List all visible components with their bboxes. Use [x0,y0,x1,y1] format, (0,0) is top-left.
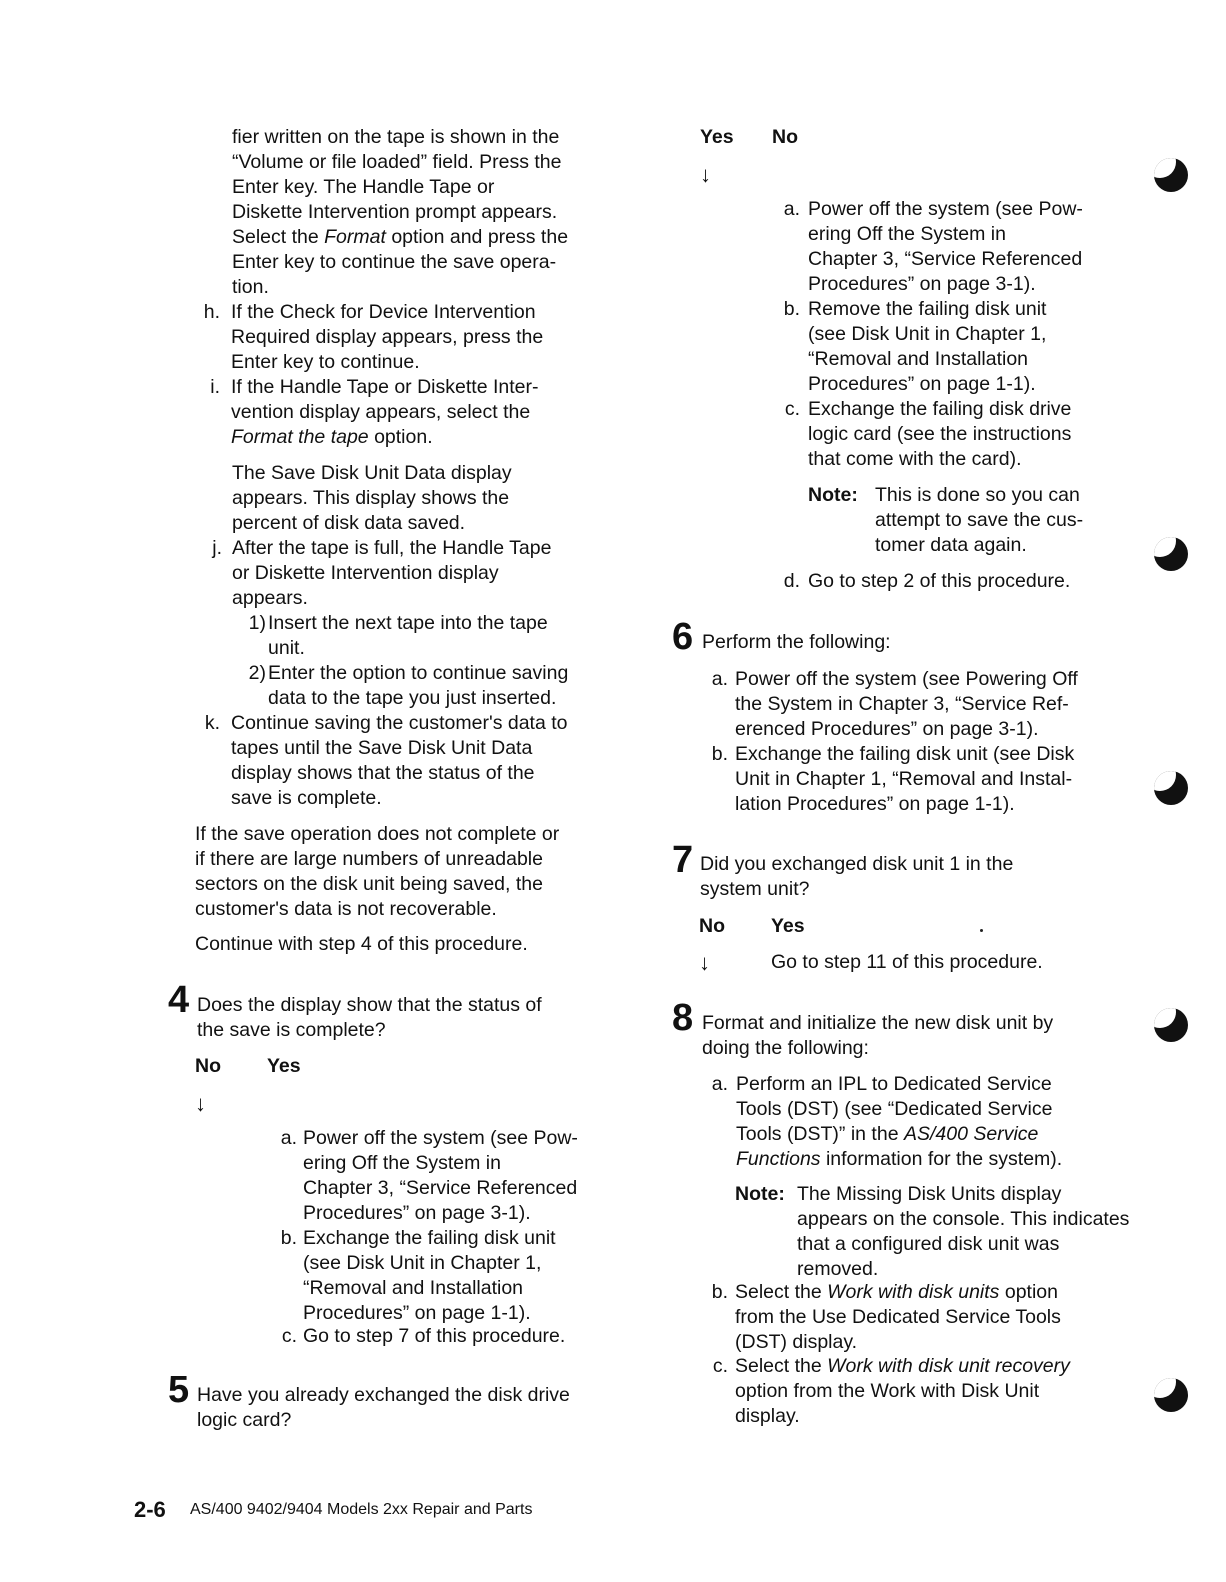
text-line: Tools (DST)” in the AS/400 Service [736,1123,1039,1145]
list-marker-5c: c. [784,398,800,420]
text-line: sectors on the disk unit being saved, the [195,873,543,895]
step7-goto [771,950,1043,975]
text-line: Enter key to continue the save opera- [232,251,557,273]
footer-title: AS/400 9402/9404 Models 2xx Repair and Parts [190,1501,533,1518]
list-marker-j: j. [212,537,222,559]
text-line: Chapter 3, “Service Referenced [303,1177,578,1199]
step4-no-label: No [195,1055,221,1077]
list-marker-8a: a. [711,1073,728,1095]
list-marker-4c: c. [281,1325,297,1347]
emphasis: AS/400 Service [903,1123,1039,1145]
binder-hole-mark [1154,771,1188,805]
step4-item-b [303,1226,556,1326]
text-line: appears. This display shows the [232,487,510,509]
text-line: Chapter 3, “Service Referenced [808,248,1083,270]
text-line: Go to step 2 of this procedure. [808,570,1071,592]
text-line: (DST) display. [735,1331,858,1353]
text-line: If the save operation does not complete or [195,823,560,845]
binder-hole-mark [1154,158,1188,192]
text-line: After the tape is full, the Handle Tape [232,537,552,559]
text-line: percent of disk data saved. [232,512,466,534]
text-line: the save is complete? [197,1019,386,1041]
step6-text [702,630,891,655]
text-line: removed. [797,1258,879,1280]
down-arrow-icon: ↓ [699,950,710,975]
text-line: Did you exchanged disk unit 1 in the [700,853,1014,875]
step-number-7: 7 [672,839,694,881]
text-line: display shows that the status of the [231,762,535,784]
text-line: (see Disk Unit in Chapter 1, [808,323,1047,345]
step4-question [197,993,542,1043]
text-line: Procedures” on page 3-1). [303,1202,531,1224]
text-line: data to the tape you just inserted. [268,687,557,709]
text-line: if there are large numbers of unreadable [195,848,543,870]
text-line: This is done so you can [875,484,1080,506]
list-marker-j1: 1) [248,612,266,634]
step6-item-a [735,667,1078,742]
text-line: The Missing Disk Units display [797,1183,1062,1205]
step-number-4: 4 [168,979,190,1021]
step3-item-j2 [268,661,568,711]
step8-text [702,1011,1053,1061]
text-line: “Volume or file loaded” field. Press the [232,151,562,173]
step4-item-c [303,1324,565,1349]
emphasis: Format the tape [231,426,369,448]
step3-g-continuation [232,125,568,300]
text-line: appears. [232,587,308,609]
text-line: (see Disk Unit in Chapter 1, [303,1252,542,1274]
text-line: tapes until the Save Disk Unit Data [231,737,533,759]
list-marker-4a: a. [280,1127,297,1149]
list-marker-5d: d. [783,570,800,592]
step4-item-a [303,1126,578,1226]
text-line: lation Procedures” on page 1-1). [735,793,1015,815]
text-line: system unit? [700,878,810,900]
text-line: or Diskette Intervention display [232,562,499,584]
step5-no-label: No [772,126,798,148]
text-line: Required display appears, press the [231,326,544,348]
text-line: Exchange the failing disk unit (see Disk [735,743,1075,765]
step3-item-j1 [268,611,548,661]
emphasis: Work with disk units [827,1281,1000,1303]
text-line: option from the Work with Disk Unit [735,1380,1040,1402]
text-line: doing the following: [702,1037,869,1059]
step8-item-c [735,1354,1070,1429]
step3-item-k [231,711,568,811]
text-line: Procedures” on page 1-1). [303,1302,531,1324]
text-line: customer's data is not recoverable. [195,898,497,920]
text-line: Functions information for the system). [736,1148,1063,1170]
text-line: “Removal and Installation [303,1277,524,1299]
text-line: Enter key. The Handle Tape or [232,176,495,198]
text-line: Select the Work with disk unit recovery [735,1355,1070,1377]
text-line: Tools (DST) (see “Dedicated Service [736,1098,1053,1120]
step-number-5: 5 [168,1369,190,1411]
list-marker-8b: b. [711,1281,728,1303]
step5-item-a [808,197,1083,297]
list-marker-6a: a. [711,668,728,690]
text-line: appears on the console. This indicates [797,1208,1130,1230]
step8-note-label: Note: [735,1183,785,1205]
page-number: 2-6 [134,1497,166,1522]
text-line: Format and initialize the new disk unit by [702,1012,1054,1034]
step5-item-c [808,397,1071,472]
text-line: Perform an IPL to Dedicated Service [736,1073,1052,1095]
binder-hole-mark [1154,1378,1188,1412]
text-line: Power off the system (see Pow- [808,198,1083,220]
text-line: The Save Disk Unit Data display [232,462,512,484]
text-line: Does the display show that the status of [197,994,542,1016]
text-line: Exchange the failing disk unit [303,1227,556,1249]
step3-item-i [231,375,538,450]
step7-question [700,852,1013,902]
step6-item-b [735,742,1074,817]
text-line: erenced Procedures” on page 3-1). [735,718,1039,740]
text-line: tomer data again. [875,534,1027,556]
step3-item-h [231,300,543,375]
text-line: Exchange the failing disk drive [808,398,1072,420]
down-arrow-icon: ↓ [700,162,711,187]
list-marker-5b: b. [783,298,800,320]
text-line: logic card (see the instructions [808,423,1072,445]
text-line: Enter key to continue. [231,351,420,373]
text-line: Select the Format option and press the [232,226,569,248]
step3-item-j [232,536,551,611]
text-line: logic card? [197,1409,292,1431]
text-line: Procedures” on page 1-1). [808,373,1036,395]
text-line: Format the tape option. [231,426,433,448]
down-arrow-icon: ↓ [195,1091,206,1116]
text-line: If the Check for Device Intervention [231,301,536,323]
text-line: Select the Work with disk units option [735,1281,1058,1303]
step5-item-d [808,569,1070,594]
step7-yes-label: Yes [771,915,805,937]
text-line: the System in Chapter 3, “Service Ref- [735,693,1069,715]
step5-question [197,1383,570,1433]
text-line: Have you already exchanged the disk drive [197,1384,570,1406]
text-line: tion. [232,276,269,298]
step5-note-text [875,483,1083,558]
text-line: fier written on the tape is shown in the [232,126,560,148]
unrecoverable-paragraph [195,822,559,922]
step5-note-label: Note: [808,484,858,506]
step7-no-label: No [699,915,725,937]
step8-item-b [735,1280,1061,1355]
emphasis: Functions [736,1148,821,1170]
text-line: Power off the system (see Pow- [303,1127,578,1149]
list-marker-5a: a. [783,198,800,220]
list-marker-h: h. [203,301,220,323]
text-line: If the Handle Tape or Diskette Inter- [231,376,539,398]
text-line: display. [735,1405,800,1427]
list-marker-i: i. [210,376,220,398]
emphasis: Work with disk unit recovery [827,1355,1070,1377]
stray-dot [980,929,983,932]
text-line: “Removal and Installation [808,348,1029,370]
text-line: attempt to save the cus- [875,509,1084,531]
step8-note-text [735,1182,1129,1282]
text-line: Power off the system (see Powering Off [735,668,1078,690]
text-line: Insert the next tape into the tape [268,612,548,634]
list-marker-8c: c. [712,1355,728,1377]
emphasis: Format [324,226,386,248]
binder-hole-mark [1154,1008,1188,1042]
list-marker-k: k. [204,712,220,734]
step4-yes-label: Yes [267,1055,301,1077]
text-line: Remove the failing disk unit [808,298,1047,320]
text-line: vention display appears, select the [231,401,531,423]
text-line: ering Off the System in [303,1152,501,1174]
list-marker-j2: 2) [248,662,266,684]
text-line: unit. [268,637,305,659]
text-line: Perform the following: [702,631,891,653]
text-line: from the Use Dedicated Service Tools [735,1306,1061,1328]
list-marker-4b: b. [280,1227,297,1249]
binder-hole-mark [1154,537,1188,571]
text-line: Go to step 7 of this procedure. [303,1325,566,1347]
text-line: Go to step 11 of this procedure. [771,951,1043,973]
step5-item-b [808,297,1046,397]
step-number-6: 6 [672,616,694,658]
step3-item-i-paragraph [232,461,512,536]
continue-paragraph [195,932,528,957]
text-line: Unit in Chapter 1, “Removal and Instal- [735,768,1073,790]
text-line: Procedures” on page 3-1). [808,273,1036,295]
text-line: save is complete. [231,787,382,809]
text-line: Continue saving the customer's data to [231,712,568,734]
text-line: that come with the card). [808,448,1022,470]
list-marker-6b: b. [711,743,728,765]
step8-item-a [736,1072,1062,1172]
step5-yes-label: Yes [700,126,734,148]
text-line: Continue with step 4 of this procedure. [195,933,528,955]
step-number-8: 8 [672,997,694,1039]
text-line: Enter the option to continue saving [268,662,569,684]
text-line: Diskette Intervention prompt appears. [232,201,558,223]
text-line: ering Off the System in [808,223,1006,245]
text-line: that a configured disk unit was [797,1233,1060,1255]
